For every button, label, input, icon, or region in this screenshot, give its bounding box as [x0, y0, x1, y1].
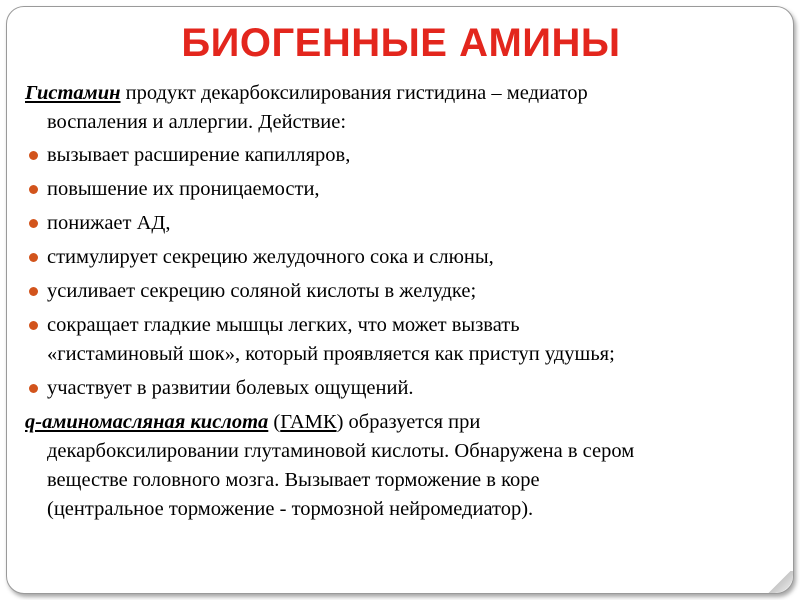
- page-curl-corner: [767, 571, 793, 593]
- gaba-line-1: [25, 408, 785, 437]
- effect-item-3: [25, 209, 785, 238]
- effect-text-line-2: «гистаминовый шок», который проявляется как приступ удушья;: [47, 343, 615, 365]
- bullet-icon: [29, 287, 38, 296]
- gaba-line-3: веществе головного мозга. Вызывает торможение в коре: [47, 469, 540, 491]
- bullet-icon: [29, 151, 38, 160]
- effect-item-1: [25, 141, 785, 170]
- gaba-abbreviation: ГАМК: [280, 411, 337, 433]
- effect-text: понижает АД,: [47, 212, 171, 234]
- effect-text: вызывает расширение капилляров,: [47, 144, 351, 166]
- slide-title: БИОГЕННЫЕ АМИНЫ: [181, 21, 621, 65]
- effect-item-4: [25, 243, 785, 272]
- effect-text: усиливает секрецию соляной кислоты в желудке;: [47, 280, 477, 302]
- gaba-abbr-close: ): [336, 411, 344, 433]
- gaba-abbr-open: (: [268, 411, 281, 433]
- slide-frame: [6, 6, 794, 594]
- gaba-paragraph: [25, 408, 785, 524]
- effect-item-2: [25, 175, 785, 204]
- bullet-icon: [29, 321, 38, 330]
- gaba-line-4: (центральное торможение - тормозной нейромедиатор).: [47, 498, 534, 520]
- histamine-line-2: воспаления и аллергии. Действие:: [47, 111, 347, 133]
- effect-text: повышение их проницаемости,: [47, 178, 320, 200]
- histamine-term: Гистамин: [25, 82, 121, 104]
- bullet-icon: [29, 185, 38, 194]
- effect-item-7: [25, 374, 785, 403]
- gaba-definition: образуется при: [343, 411, 481, 433]
- bullet-icon: [29, 219, 38, 228]
- effect-text: стимулирует секрецию желудочного сока и слюны,: [47, 246, 494, 268]
- effect-item-5: [25, 277, 785, 306]
- histamine-paragraph: [25, 79, 785, 137]
- histamine-line-1: [25, 79, 785, 108]
- bullet-icon: [29, 253, 38, 262]
- slide-content: [25, 79, 785, 528]
- gaba-term: q-аминомасляная кислота: [25, 411, 269, 433]
- effect-text: участвует в развитии болевых ощущений.: [47, 377, 414, 399]
- bullet-icon: [29, 384, 38, 393]
- effect-item-6: [25, 311, 785, 369]
- histamine-definition: продукт декарбоксилирования гистидина – медиатор: [120, 82, 588, 104]
- effect-text-line-1: сокращает гладкие мышцы легких, что может вызвать: [47, 314, 520, 336]
- gaba-line-2: декарбоксилировании глутаминовой кислоты. Обнаружена в сером: [47, 440, 635, 462]
